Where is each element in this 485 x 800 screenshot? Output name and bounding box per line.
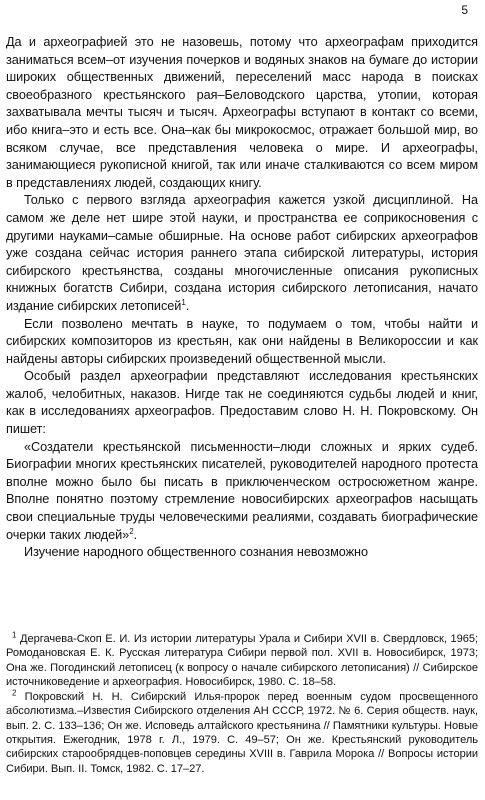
footnotes (6, 632, 478, 776)
paragraph-text: Только с первого взгляда археография кажется узкой дисциплиной. На самом же деле нет шире этой науки, и пространства ее соприкосновения с другими науками–самые обширные. На основе работ сибирских археографов уже создана сейчас история раннего этапа сибирской литературы, история сибирского крестьянства, созданы многочисленные описания рукописных книжных богатств Сибири, создана история сибирского летописания, начато издание сибирских летописей (6, 193, 478, 313)
footnote-text: Покровский Н. Н. Сибирский Илья-пророк перед военным судом просвещенного абсолютизма.–Известия Сибирского отделения АН СССР, 1972. № 6. Серия обществ. наук, вып. 2. С. 133–136; Он же. Исповедь алтайского крестьянина // Памятники культуры. Новые открытия. Ежегодник, 1978 г. Л., 1979. С. 49–57; Он же. Крестьянский руководитель сибирских старообрядцев-поповцев середины XVIII в. Гаврила Морока // Вопросы истории Сибири. Вып. II. Томск, 1982. С. 17–27. (6, 691, 478, 775)
main-text (6, 34, 478, 562)
footnote (6, 632, 478, 689)
paragraph (6, 544, 478, 562)
footnote-mark: 2 (12, 688, 17, 698)
footnote-mark: 1 (12, 630, 17, 640)
paragraph-text: Изучение народного общественного сознания невозможно (24, 545, 369, 560)
paragraph-text: Если позволено мечтать в науке, то подумаем о том, чтобы найти и сибирских композиторов из крестьян, как они найдены в Великороссии и как найдены авторы сибирских произведений общественной мысли. (6, 316, 478, 366)
paragraph (6, 316, 478, 369)
footnote-text: Дергачева-Скоп Е. И. Из истории литературы Урала и Сибири XVII в. Свердловск, 1965; Ромодановская Е. К. Русская литература Сибири первой пол. XVII в. Новосибирск, 1973; Она же. Погодинский летописец (к вопросу о начале сибирского летописания) // Сибирское источниковедение и археография. Новосибирск, 1980. С. 18–58. (6, 633, 478, 688)
footnote (6, 690, 478, 776)
page-number: 5 (461, 3, 468, 17)
footnote-reference: 2 (129, 526, 134, 536)
paragraph (6, 34, 478, 192)
block-quote: «Создатели крестьянской письменности–люди сложных и ярких судеб. Биографии многих крестьянских писателей, руководителей народного протеста вполне можно было бы писать в приключенческом остросюжетном жанре. Вполне понятно поэтому стремление новосибирских археографов насыщать свои специальные труды человеческими реалиями, создавать биографические очерки таких людей»$^2$. (6, 439, 478, 542)
paragraph-text: Да и археографией это не назовешь, потому что археографам приходится заниматься всем–от изучения почерков и водяных знаков на бумаге до истории широких общественных движений, переселений масс народа в поисках своеобразного крестьянского рая–Беловодского царства, утопии, которая захватывала мечты тысяч и тысяч. Археографы вступают в контакт со всеми, ибо книга–это и есть все. Она–как бы микрокосмос, отражает большой мир, во всяком случае, все представления человека о мире. И археографы, занимающиеся рукописной книгой, так или иначе сталкиваются со всем миром в представлениях людей, создающих книгу. (6, 35, 478, 190)
paragraph-text: Особый раздел археографии представляют исследования крестьянских жалоб, челобитных, наказов. Нигде так не соединяются судьбы людей и книг, как в исследованиях археографов. Предоставим слово Н. Н. Покровскому. Он пишет: (6, 369, 478, 437)
paragraph: Только с первого взгляда археография кажется узкой дисциплиной. На самом же деле нет шире этой науки, и пространства ее соприкосновения с другими науками–самые обширные. На основе работ сибирских археографов уже создана сейчас история раннего этапа сибирской литературы, история сибирского крестьянства, созданы многочисленные описания рукописных книжных богатств Сибири, создана история сибирского летописания, начато издание сибирских летописей$^1$. (6, 193, 478, 313)
footnote-reference: 1 (181, 297, 186, 307)
paragraph (6, 368, 478, 438)
quote-text: «Создатели крестьянской письменности–люди сложных и ярких судеб. Биографии многих крестьянских писателей, руководителей народного протеста вполне можно было бы писать в приключенческом остросюжетном жанре. Вполне понятно поэтому стремление новосибирских археографов насыщать свои специальные труды человеческими реалиями, создавать биографические очерки таких людей» (6, 439, 478, 542)
